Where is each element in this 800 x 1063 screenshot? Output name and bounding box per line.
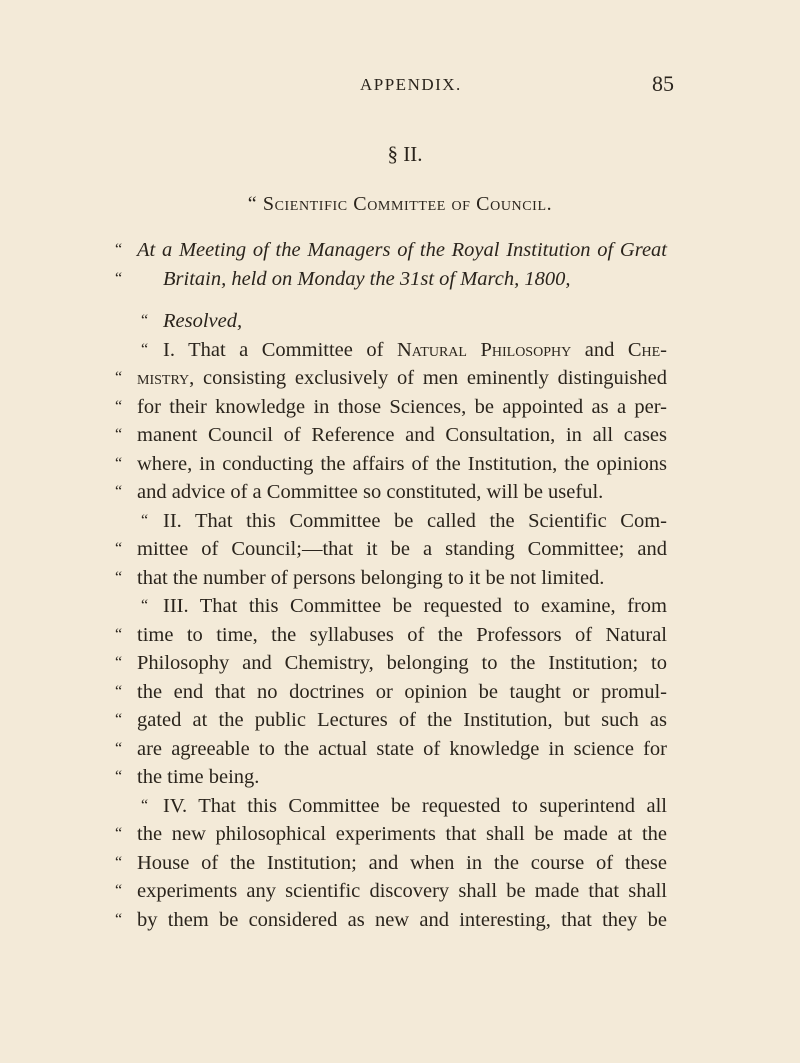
quote-mark: “	[141, 312, 149, 329]
resolution-3-line: Philosophy and Chemistry, belonging to the Institution; to	[137, 652, 667, 674]
quote-mark: “	[115, 654, 123, 671]
text-line	[0, 735, 800, 764]
text-line	[0, 307, 800, 336]
resolution-2-line: II. That this Committee be called the Scientific Com-	[163, 509, 667, 532]
running-head: APPENDIX.	[360, 75, 462, 94]
resolution-3-line: are agreeable to the actual state of knowledge in science for	[137, 737, 667, 760]
quote-mark: “	[115, 853, 123, 871]
quote-mark: “	[141, 340, 149, 358]
resolution-3-line: time to time, the syllabuses of the Professors of Natural	[137, 623, 667, 646]
quote-mark: “	[115, 397, 123, 415]
resolution-3-line: the end that no doctrines or opinion be taught or promul-	[137, 680, 667, 703]
text-line	[0, 849, 800, 878]
text-line	[0, 763, 800, 792]
text-line	[0, 564, 800, 593]
text-line	[0, 820, 800, 849]
text-line	[0, 706, 800, 735]
quote-mark: “	[115, 568, 123, 586]
quote-mark: “	[141, 597, 149, 614]
resolution-2-line: that the number of persons belonging to it be not limited.	[137, 566, 605, 589]
page-header	[0, 71, 800, 101]
section-heading: § II.	[387, 142, 423, 166]
resolution-4-line: by them be considered as new and interesting, that they be	[137, 908, 667, 931]
text-line	[0, 450, 800, 479]
text-line	[0, 535, 800, 564]
resolution-4-line: experiments any scientific discovery shall be made that shall	[137, 880, 667, 902]
quote-mark: “	[115, 711, 123, 728]
meeting-line: Britain, held on Monday the 31st of March, 1800,	[163, 267, 571, 290]
committee-title	[0, 193, 800, 216]
text-line	[0, 265, 800, 294]
quote-mark: “	[141, 511, 149, 529]
quote-mark: “	[115, 768, 123, 785]
quote-mark: “	[115, 483, 123, 500]
resolution-4-line: the new philosophical experiments that shall be made at the	[137, 823, 667, 845]
text-line	[0, 236, 800, 265]
meeting-line: At a Meeting of the Managers of the Royal Institution of Great	[137, 239, 667, 261]
quote-mark: “	[141, 796, 149, 814]
text-line	[0, 336, 800, 365]
quote-mark: “	[115, 269, 123, 287]
text-line	[0, 792, 800, 821]
quote-mark: “	[115, 910, 123, 928]
resolution-1-line: I. That a Committee of Natural Philosophy and Che-	[163, 338, 667, 361]
quote-mark: “	[115, 882, 123, 899]
quote-mark: “	[115, 241, 123, 258]
resolution-1-line: and advice of a Committee so constituted, will be useful.	[137, 481, 604, 503]
resolution-1-line: where, in conducting the affairs of the Institution, the opinions	[137, 452, 667, 475]
text-line	[0, 507, 800, 536]
quote-mark: “	[115, 540, 123, 557]
quote-mark: “	[115, 825, 123, 842]
quote-mark: “	[115, 625, 123, 643]
text-line	[0, 906, 800, 935]
quote-mark: “	[115, 426, 123, 443]
resolution-4-line: IV. That this Committee be requested to superintend all	[163, 794, 667, 817]
text-line	[0, 877, 800, 906]
text-line	[0, 678, 800, 707]
text-line	[0, 592, 800, 621]
text-line	[0, 478, 800, 507]
resolution-3-line: gated at the public Lectures of the Institution, but such as	[137, 709, 667, 731]
text-line	[0, 364, 800, 393]
quote-mark: “	[115, 739, 123, 757]
text-line	[0, 649, 800, 678]
quote-mark: “	[115, 454, 123, 472]
quote-mark: “	[115, 682, 123, 700]
text-line	[0, 621, 800, 650]
resolution-1-line: for their knowledge in those Sciences, be appointed as a per-	[137, 395, 667, 418]
quote-mark: “	[115, 369, 123, 386]
resolution-3-line: the time being.	[137, 766, 260, 788]
resolution-3-line: III. That this Committee be requested to examine, from	[163, 595, 667, 617]
resolution-1-line: manent Council of Reference and Consultation, in all cases	[137, 424, 667, 446]
text-line	[0, 421, 800, 450]
resolved-label: Resolved,	[163, 310, 243, 332]
resolution-4-line: House of the Institution; and when in the course of these	[137, 851, 667, 874]
resolution-1-line: mistry, consisting exclusively of men eminently distinguished	[137, 367, 667, 389]
text-line	[0, 393, 800, 422]
page-number: 85	[652, 71, 674, 96]
body-text	[0, 236, 800, 934]
committee-title-text: Scientific Committee of Council.	[262, 193, 553, 215]
resolution-2-line: mittee of Council;—that it be a standing Committee; and	[137, 538, 667, 560]
opening-quote: “	[247, 193, 258, 215]
